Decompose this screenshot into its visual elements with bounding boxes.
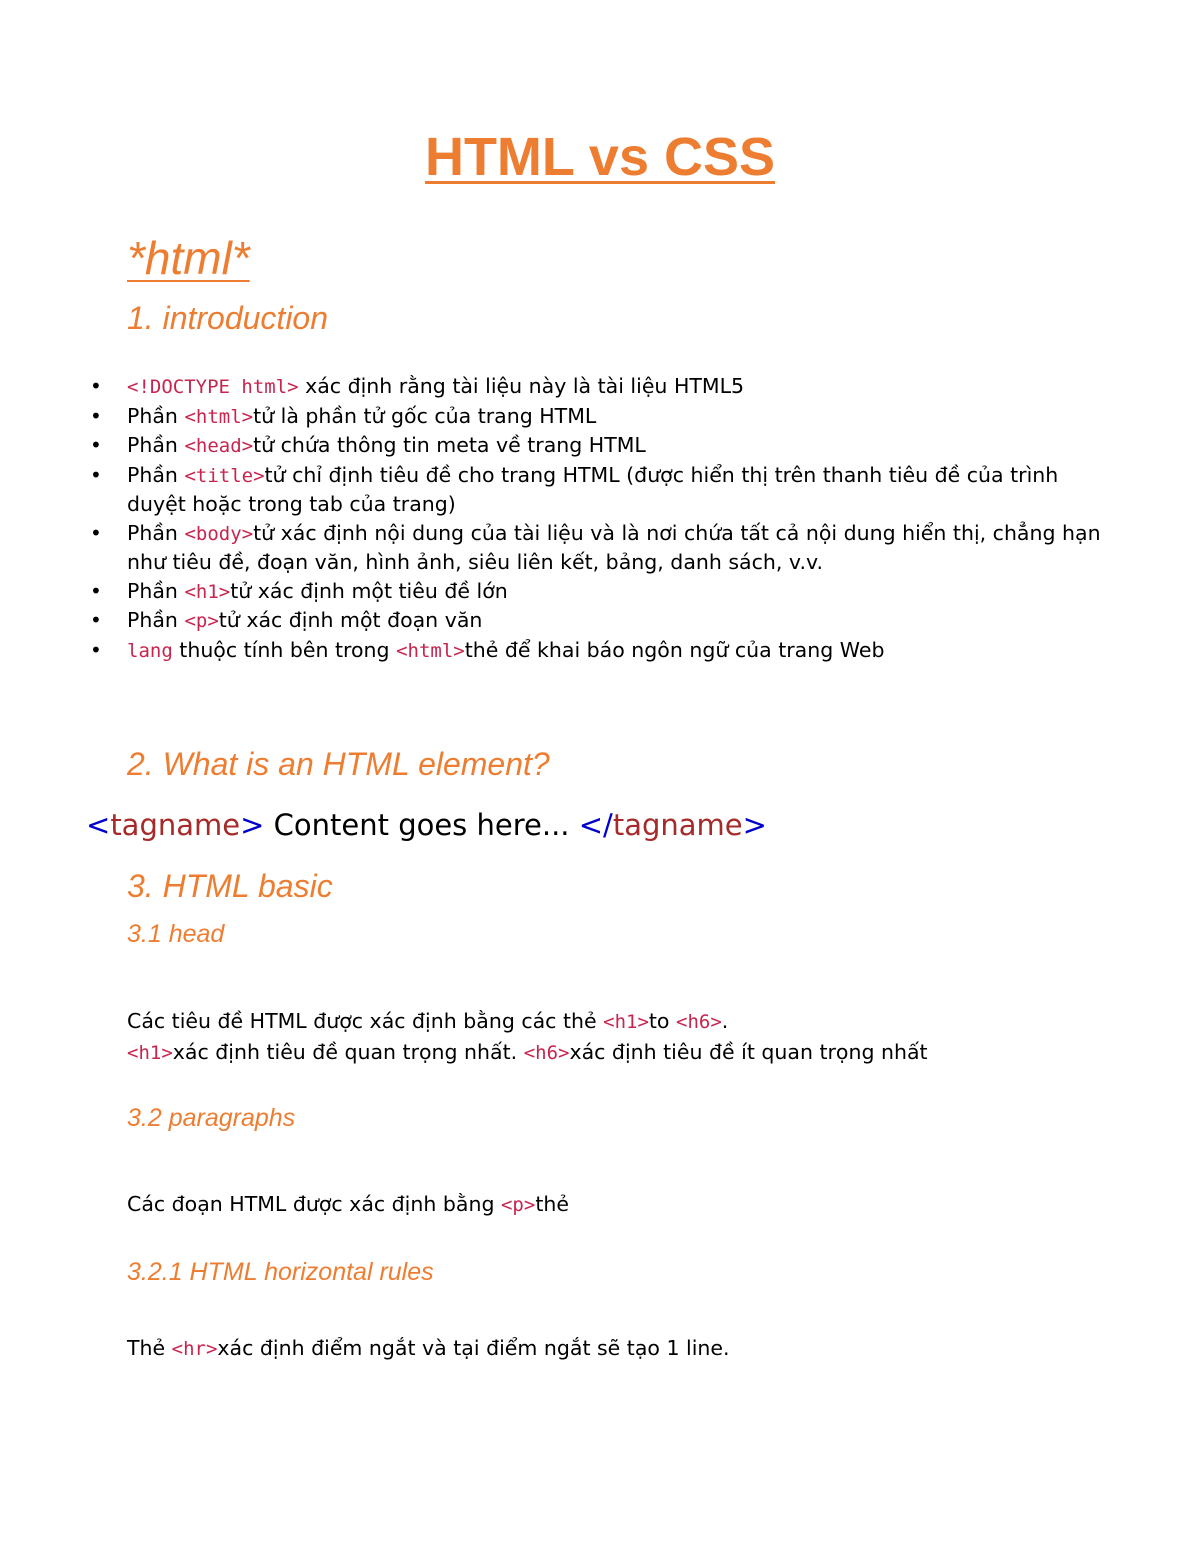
bullet-icon: • <box>90 374 102 398</box>
inline-code: <html> <box>396 639 465 662</box>
inline-code: <h6> <box>676 1011 722 1033</box>
section-heading-html: *html* <box>127 232 250 284</box>
bullet-icon: • <box>90 608 102 632</box>
inline-code: <!DOCTYPE html> <box>127 376 299 398</box>
inline-code: <head> <box>184 435 254 457</box>
inline-code: <title> <box>184 464 265 487</box>
bullet-icon: • <box>90 462 102 487</box>
inline-code: <h1> <box>603 1011 649 1033</box>
element-heading: 2. What is an HTML element? <box>127 746 550 782</box>
list-item: • Phần <body>tử xác định nội dung của tài liệu và là nơi chứa tất cả nội dung hiển thị, chẳng hạn như tiêu đề, đoạn văn, hình ảnh, siêu liên kết, bảng, danh sách, v.v. <box>90 520 1101 574</box>
head-subheading: 3.1 head <box>127 920 225 948</box>
bullet-icon: • <box>90 578 102 603</box>
inline-code: <h1> <box>184 580 231 603</box>
paragraphs-subheading: 3.2 paragraphs <box>127 1104 296 1132</box>
inline-code: <body> <box>184 522 254 545</box>
bullet-icon: • <box>90 520 102 545</box>
inline-code: <hr> <box>171 1338 218 1360</box>
list-item: • Phần <h1>tử xác định một tiêu đề lớn <box>0 577 1110 607</box>
basic-heading: 3. HTML basic <box>127 868 333 904</box>
hr-text: Thẻ <hr>xác định điểm ngắt và tại điểm ngắt sẽ tạo 1 line. <box>127 1336 730 1360</box>
inline-code: <h1> <box>127 1042 173 1064</box>
list-item: • lang thuộc tính bên trong <html>thẻ để khai báo ngôn ngữ của trang Web <box>0 636 1110 666</box>
head-paragraph-line-1: Các tiêu đề HTML được xác định bằng các thẻ <h1>to <h6>. <box>127 1009 729 1033</box>
bullet-icon: • <box>90 403 102 428</box>
intro-heading: 1. introduction <box>127 300 329 336</box>
bullet-icon: • <box>90 433 102 457</box>
bullet-icon: • <box>90 637 102 662</box>
inline-code: lang <box>127 639 173 662</box>
inline-code: <h6> <box>523 1042 570 1064</box>
hr-subheading: 3.2.1 HTML horizontal rules <box>127 1258 434 1286</box>
list-item: • Phần <p>tử xác định một đoạn văn <box>0 606 1110 636</box>
tag-syntax-example: <tagname> Content goes here... </tagname> <box>86 808 767 842</box>
list-item: • Phần <head>tử chứa thông tin meta về trang HTML <box>0 431 1110 461</box>
inline-code: <p> <box>500 1194 536 1216</box>
intro-list <box>0 372 1110 665</box>
inline-code: <html> <box>184 405 254 428</box>
list-item: • Phần <html>tử là phần tử gốc của trang HTML <box>0 402 1110 432</box>
inline-code: <p> <box>184 610 219 632</box>
document-title: HTML vs CSS <box>424 127 776 187</box>
list-item: • Phần <title>tử chỉ định tiêu đề cho trang HTML (được hiển thị trên thanh tiêu đề của trình duyệt hoặc trong tab của trang) <box>90 462 1059 516</box>
head-paragraph-line-2: <h1>xác định tiêu đề quan trọng nhất. <h6>xác định tiêu đề ít quan trọng nhất <box>127 1040 928 1064</box>
list-item: • <!DOCTYPE html> xác định rằng tài liệu này là tài liệu HTML5 <box>0 372 1110 402</box>
paragraphs-text: Các đoạn HTML được xác định bằng <p>thẻ <box>127 1192 569 1216</box>
